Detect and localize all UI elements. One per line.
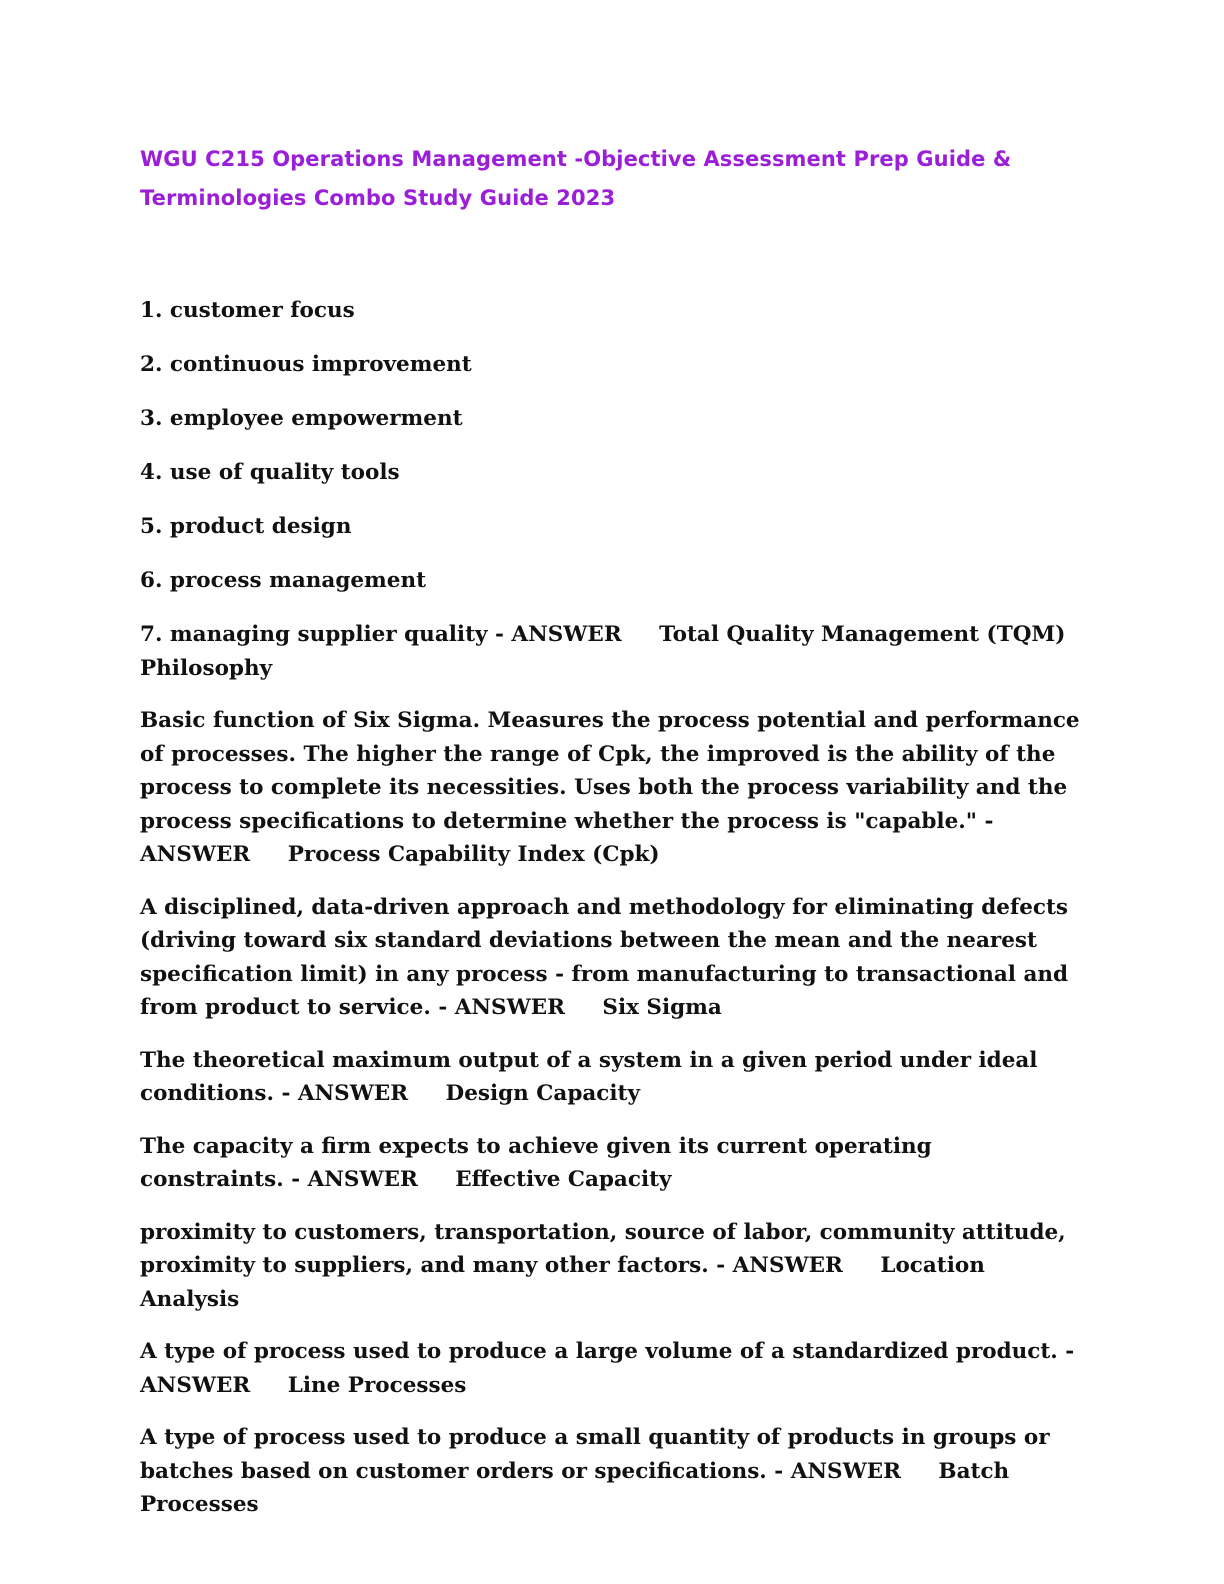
document-page	[140, 140, 1080, 1541]
document-title: WGU C215 Operations Management -Objective Assessment Prep Guide & Terminologies Combo Study Guide 2023	[140, 147, 1012, 210]
document-body	[140, 294, 1080, 1522]
qa-answer: Line Processes	[287, 1372, 467, 1398]
qa-answer: Total Quality Management (TQM) Philosophy	[140, 622, 1066, 681]
answer-separator: - ANSWER	[716, 1253, 843, 1278]
answer-separator: - ANSWER	[774, 1458, 901, 1484]
qa-entry	[140, 704, 1080, 872]
qa-question: A type of process used to produce a small quantity of products in groups or batches based on customer orders or specifications.	[140, 1425, 1050, 1484]
qa-question: A disciplined, data-driven approach and methodology for eliminating defects (driving toward six standard deviations between the mean and the nearest specification limit) in any process - from manufacturing to transactional and from product to service.	[140, 894, 1069, 1020]
qa-question: The capacity a firm expects to achieve given its current operating constraints.	[140, 1133, 932, 1192]
qa-question: 7. managing supplier quality	[140, 622, 488, 647]
list-item: 2. continuous improvement	[140, 352, 472, 377]
list-item: 3. employee empowerment	[140, 406, 463, 431]
qa-answer: Effective Capacity	[455, 1167, 672, 1192]
answer-separator: - ANSWER	[140, 1339, 1075, 1398]
qa-entry	[140, 891, 1080, 1025]
answer-separator: - ANSWER	[140, 808, 994, 867]
qa-entry	[140, 1335, 1080, 1402]
list-item: 4. use of quality tools	[140, 460, 400, 485]
qa-answer: Design Capacity	[445, 1081, 640, 1106]
qa-entry	[140, 1044, 1080, 1111]
list-item: 6. process management	[140, 568, 427, 593]
answer-separator: - ANSWER	[438, 995, 565, 1020]
qa-entry	[140, 618, 1080, 685]
qa-answer: Six Sigma	[602, 995, 722, 1020]
list-item: 1. customer focus	[140, 298, 355, 323]
answer-separator: - ANSWER	[495, 622, 622, 647]
qa-entry	[140, 1130, 1080, 1197]
answer-separator: - ANSWER	[291, 1167, 418, 1192]
qa-entry	[140, 1216, 1080, 1317]
qa-answer: Process Capability Index (Cpk)	[287, 842, 660, 867]
qa-question: proximity to customers, transportation, source of labor, community attitude, proximity to suppliers, and many other factors.	[140, 1219, 1066, 1278]
qa-answer: Location Analysis	[140, 1253, 985, 1312]
qa-question: Basic function of Six Sigma. Measures the process potential and performance of processes. The higher the range of Cpk, the improved is the ability of the process to complete its necessities. Uses both the process variability and the process specifications to determine whether the process is "capable."	[140, 708, 1080, 834]
qa-question: A type of process used to produce a large volume of a standardized product.	[140, 1339, 1058, 1364]
answer-separator: - ANSWER	[281, 1081, 409, 1106]
qa-question: The theoretical maximum output of a system in a given period under ideal conditions.	[140, 1047, 1038, 1106]
qa-answer: Batch Processes	[140, 1458, 1010, 1517]
qa-entry	[140, 1421, 1080, 1522]
list-item: 5. product design	[140, 514, 352, 539]
